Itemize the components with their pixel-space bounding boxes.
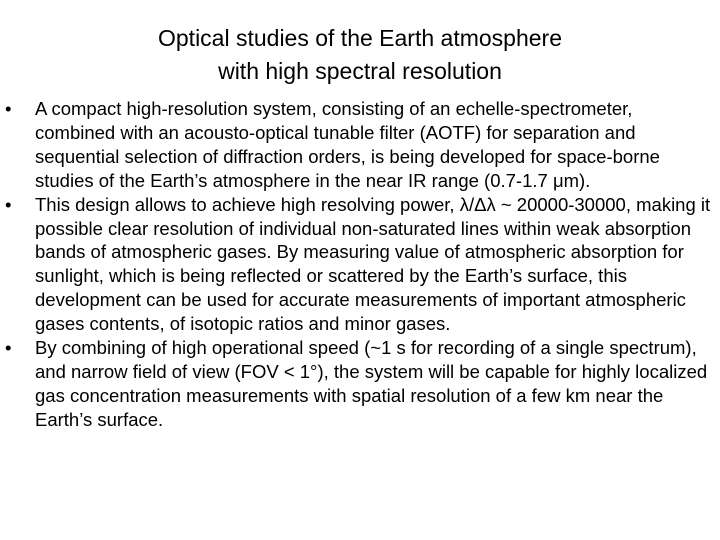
bullet-text: This design allows to achieve high resolving power, λ/Δλ ~ 20000-30000, making it possible clear resolution of individual non-saturated lines within weak absorption bands of atmospheric gases. By measuring value of atmospheric absorption for sunlight, which is being reflected or scattered by the Earth’s surface, this development can be used for accurate measurements of important atmospheric gases contents, of isotopic ratios and minor gases. bbox=[35, 193, 711, 335]
bullet-list bbox=[3, 97, 715, 432]
bullet-item bbox=[3, 193, 715, 336]
bullet-marker: • bbox=[5, 337, 12, 359]
bullet-text: A compact high-resolution system, consisting of an echelle-spectrometer, combined with an acousto-optical tunable filter (AOTF) for separation and sequential selection of diffraction orders, is being developed for space-borne studies of the Earth’s atmosphere in the near IR range (0.7-1.7 μm). bbox=[35, 98, 660, 191]
bullet-item bbox=[3, 97, 715, 193]
slide-title-line-2: with high spectral resolution bbox=[218, 58, 502, 84]
bullet-marker: • bbox=[5, 193, 12, 215]
bullet-marker: • bbox=[5, 98, 12, 119]
slide-title-line-1: Optical studies of the Earth atmosphere bbox=[158, 25, 562, 51]
bullet-item bbox=[3, 336, 715, 432]
bullet-text: By combining of high operational speed (~1 s for recording of a single spectrum), and narrow field of view (FOV < 1°), the system will be capable for highly localized gas concentration measurements with spatial resolution of a few km near the Earth’s surface. bbox=[35, 337, 708, 430]
slide-title bbox=[0, 22, 720, 88]
